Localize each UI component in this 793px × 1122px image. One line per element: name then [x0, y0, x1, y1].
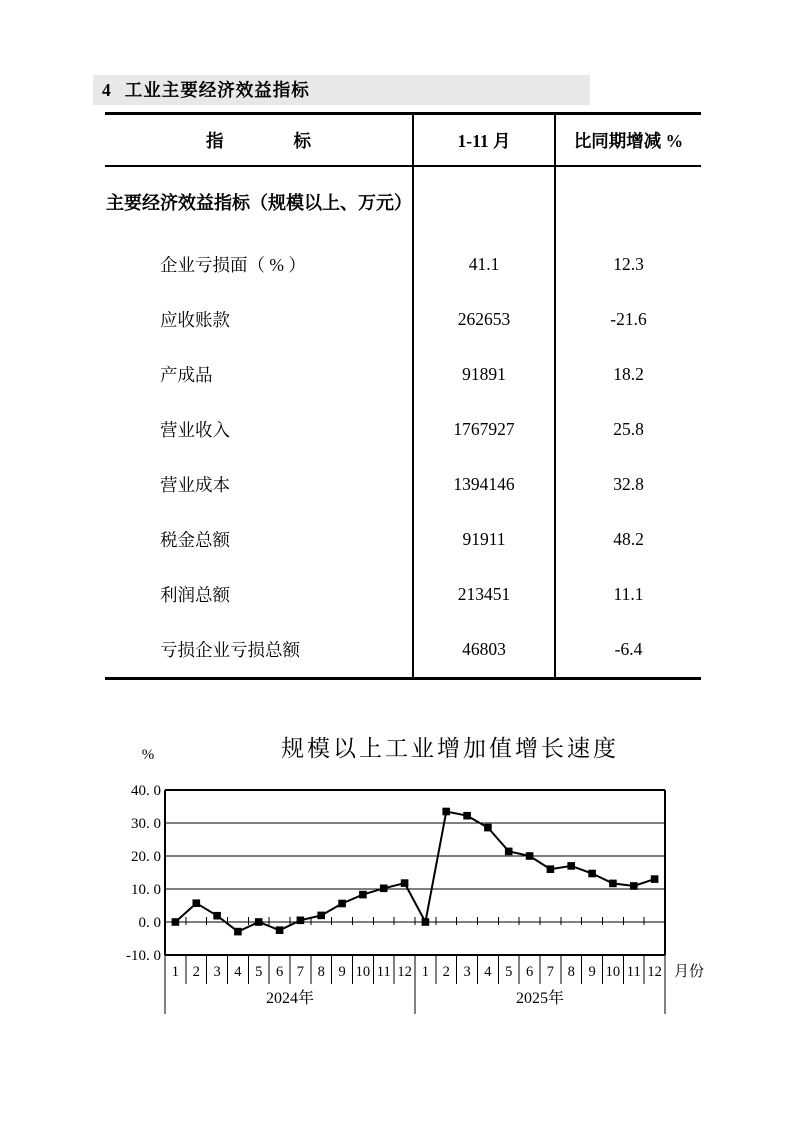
data-point-marker: [276, 926, 284, 934]
month-label: 7: [296, 964, 305, 980]
y-tick-label: 40. 0: [131, 783, 161, 799]
data-point-marker: [505, 848, 513, 856]
data-point-marker: [338, 900, 346, 908]
month-label: 9: [338, 964, 346, 980]
row-change: 25.8: [555, 402, 701, 457]
month-label: 11: [626, 964, 641, 980]
row-label: 产成品: [160, 365, 213, 385]
data-point-marker: [297, 917, 305, 925]
month-label: 10: [355, 964, 371, 980]
row-label: 应收账款: [160, 310, 230, 330]
month-label: 7: [546, 964, 555, 980]
month-label: 8: [317, 964, 325, 980]
row-change: 32.8: [555, 457, 701, 512]
row-value: 91891: [413, 347, 555, 402]
data-point-marker: [255, 918, 263, 926]
data-point-marker: [422, 918, 430, 926]
month-label: 3: [213, 964, 221, 980]
table-row: [105, 402, 701, 457]
data-point-marker: [630, 882, 638, 890]
data-point-marker: [588, 870, 596, 878]
data-point-marker: [651, 875, 659, 883]
data-point-marker: [526, 852, 534, 860]
y-tick-label: 20. 0: [131, 849, 161, 865]
row-value: 46803: [413, 622, 555, 679]
month-label: 1: [421, 964, 430, 980]
table-group-row: [105, 166, 701, 237]
data-point-marker: [380, 885, 388, 893]
month-label: 8: [567, 964, 575, 980]
row-value: 213451: [413, 567, 555, 622]
month-label: 4: [234, 964, 242, 980]
month-label: 2: [442, 964, 450, 980]
data-point-marker: [172, 918, 180, 926]
year-label: 2025年: [515, 990, 565, 1007]
row-value: 41.1: [413, 237, 555, 292]
stats-table: [105, 112, 701, 680]
table-row: [105, 347, 701, 402]
row-change: 48.2: [555, 512, 701, 567]
col-header-period: 1-11 月: [413, 114, 555, 167]
month-label: 12: [397, 964, 412, 980]
data-point-marker: [463, 812, 471, 820]
month-label: 11: [376, 964, 391, 980]
data-point-marker: [567, 862, 575, 870]
group-change-empty: [555, 166, 701, 237]
y-axis-unit-label: %: [141, 747, 155, 763]
row-label: 营业成本: [160, 475, 230, 495]
y-tick-label: 10. 0: [131, 882, 161, 898]
month-label: 6: [275, 964, 284, 980]
month-label: 5: [505, 964, 513, 980]
row-label: 利润总额: [160, 585, 230, 605]
data-point-marker: [359, 891, 367, 899]
group-label: 主要经济效益指标（规模以上、万元）: [106, 193, 412, 213]
table-row: [105, 567, 701, 622]
section-header: [93, 75, 590, 105]
col-header-indicator: 指 标: [105, 114, 413, 167]
row-label: 税金总额: [160, 530, 230, 550]
table-row: [105, 237, 701, 292]
data-point-marker: [234, 928, 242, 936]
month-label: 2: [192, 964, 200, 980]
data-point-marker: [193, 899, 201, 907]
row-change: 11.1: [555, 567, 701, 622]
row-change: 12.3: [555, 237, 701, 292]
growth-chart-canvas: [80, 725, 710, 1040]
col-header-change: 比同期增减 %: [555, 114, 701, 167]
data-point-marker: [609, 880, 617, 888]
data-point-marker: [401, 879, 409, 887]
row-change: -21.6: [555, 292, 701, 347]
row-change: -6.4: [555, 622, 701, 679]
x-axis-unit-label: 月份: [674, 964, 705, 980]
row-value: 91911: [413, 512, 555, 567]
data-point-marker: [547, 865, 555, 873]
y-tick-label: -10. 0: [126, 948, 161, 964]
row-label: 亏损企业亏损总额: [160, 640, 300, 660]
table-row: [105, 512, 701, 567]
table-header-row: [105, 114, 701, 167]
table-row: [105, 292, 701, 347]
month-label: 9: [588, 964, 596, 980]
row-label: 企业亏损面（ % ）: [160, 255, 306, 275]
data-point-marker: [213, 912, 221, 920]
month-label: 6: [525, 964, 534, 980]
section-title: 工业主要经济效益指标: [124, 80, 310, 100]
data-line: [175, 812, 654, 932]
data-point-marker: [442, 808, 450, 816]
row-value: 1767927: [413, 402, 555, 457]
month-label: 5: [255, 964, 263, 980]
month-label: 10: [605, 964, 621, 980]
y-tick-label: 30. 0: [131, 816, 161, 832]
row-value: 1394146: [413, 457, 555, 512]
chart-title: 规模以上工业增加值增长速度: [281, 736, 619, 761]
row-change: 18.2: [555, 347, 701, 402]
y-tick-label: 0. 0: [138, 915, 161, 931]
group-value-empty: [413, 166, 555, 237]
month-label: 3: [463, 964, 471, 980]
row-value: 262653: [413, 292, 555, 347]
month-label: 4: [484, 964, 492, 980]
month-label: 12: [647, 964, 662, 980]
table-row: [105, 457, 701, 512]
section-number: 4: [102, 80, 111, 100]
row-label: 营业收入: [160, 420, 230, 440]
month-label: 1: [171, 964, 180, 980]
data-point-marker: [484, 824, 492, 832]
table-row: [105, 622, 701, 679]
year-label: 2024年: [265, 990, 315, 1007]
data-point-marker: [317, 912, 325, 920]
